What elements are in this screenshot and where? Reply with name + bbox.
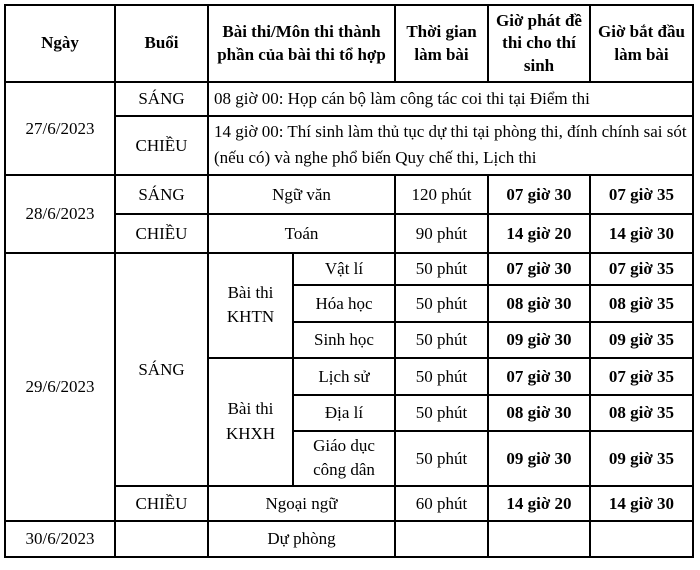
header-row: [5, 5, 693, 82]
duration-cell: 50 phút: [395, 395, 488, 431]
subject-cell-toan: Toán: [208, 214, 395, 253]
session-cell-afternoon: CHIỀU: [115, 116, 208, 175]
start-time-cell: 09 giờ 35: [590, 431, 693, 486]
col-header-duration: Thời gian làm bài: [395, 5, 488, 82]
handout-time-cell: 14 giờ 20: [488, 486, 590, 521]
subject-cell-dia-li: Địa lí: [293, 395, 395, 431]
session-cell-morning: SÁNG: [115, 253, 208, 486]
handout-time-cell: 07 giờ 30: [488, 253, 590, 285]
group-cell-khtn: Bài thi KHTN: [208, 253, 293, 358]
table-row: [5, 175, 693, 214]
subject-cell-gdcd: Giáo dục công dân: [293, 431, 395, 486]
exam-schedule-table: [4, 4, 694, 558]
duration-cell: 50 phút: [395, 358, 488, 395]
col-header-session: Buổi: [115, 5, 208, 82]
subject-cell-ngu-van: Ngữ văn: [208, 175, 395, 214]
subject-cell-sinh-hoc: Sinh học: [293, 322, 395, 358]
start-time-cell-empty: [590, 521, 693, 557]
table-row: [5, 253, 693, 285]
col-header-exam: Bài thi/Môn thi thành phần của bài thi tổ hợp: [208, 5, 395, 82]
session-cell-afternoon: CHIỀU: [115, 486, 208, 521]
start-time-cell: 14 giờ 30: [590, 214, 693, 253]
subject-cell-hoa-hoc: Hóa học: [293, 285, 395, 322]
table-row: [5, 82, 693, 116]
date-cell-27-6: 27/6/2023: [5, 82, 115, 175]
start-time-cell: 14 giờ 30: [590, 486, 693, 521]
handout-time-cell: 08 giờ 30: [488, 395, 590, 431]
duration-cell: 60 phút: [395, 486, 488, 521]
handout-time-cell: 07 giờ 30: [488, 175, 590, 214]
duration-cell: 50 phút: [395, 322, 488, 358]
session-cell-empty: [115, 521, 208, 557]
subject-cell-du-phong: Dự phòng: [208, 521, 395, 557]
handout-time-cell-empty: [488, 521, 590, 557]
handout-time-cell: 07 giờ 30: [488, 358, 590, 395]
start-time-cell: 08 giờ 35: [590, 395, 693, 431]
duration-cell: 90 phút: [395, 214, 488, 253]
note-cell-afternoon-27: 14 giờ 00: Thí sinh làm thủ tục dự thi tại phòng thi, đính chính sai sót (nếu có) và nghe phổ biến Quy chế thi, Lịch thi: [208, 116, 693, 175]
date-cell-29-6: 29/6/2023: [5, 253, 115, 521]
session-cell-morning: SÁNG: [115, 175, 208, 214]
group-cell-khxh: Bài thi KHXH: [208, 358, 293, 486]
session-cell-afternoon: CHIỀU: [115, 214, 208, 253]
date-cell-30-6: 30/6/2023: [5, 521, 115, 557]
handout-time-cell: 09 giờ 30: [488, 322, 590, 358]
table-row: [5, 521, 693, 557]
start-time-cell: 07 giờ 35: [590, 253, 693, 285]
col-header-start-time: Giờ bắt đầu làm bài: [590, 5, 693, 82]
start-time-cell: 07 giờ 35: [590, 175, 693, 214]
start-time-cell: 07 giờ 35: [590, 358, 693, 395]
subject-cell-lich-su: Lịch sử: [293, 358, 395, 395]
duration-cell: 50 phút: [395, 253, 488, 285]
handout-time-cell: 08 giờ 30: [488, 285, 590, 322]
subject-cell-vat-li: Vật lí: [293, 253, 395, 285]
duration-cell: 50 phút: [395, 285, 488, 322]
session-cell-morning: SÁNG: [115, 82, 208, 116]
duration-cell-empty: [395, 521, 488, 557]
date-cell-28-6: 28/6/2023: [5, 175, 115, 253]
handout-time-cell: 09 giờ 30: [488, 431, 590, 486]
handout-time-cell: 14 giờ 20: [488, 214, 590, 253]
note-cell-morning-27: 08 giờ 00: Họp cán bộ làm công tác coi thi tại Điểm thi: [208, 82, 693, 116]
start-time-cell: 08 giờ 35: [590, 285, 693, 322]
col-header-handout-time: Giờ phát đề thi cho thí sinh: [488, 5, 590, 82]
duration-cell: 120 phút: [395, 175, 488, 214]
subject-cell-ngoai-ngu: Ngoại ngữ: [208, 486, 395, 521]
start-time-cell: 09 giờ 35: [590, 322, 693, 358]
col-header-date: Ngày: [5, 5, 115, 82]
duration-cell: 50 phút: [395, 431, 488, 486]
